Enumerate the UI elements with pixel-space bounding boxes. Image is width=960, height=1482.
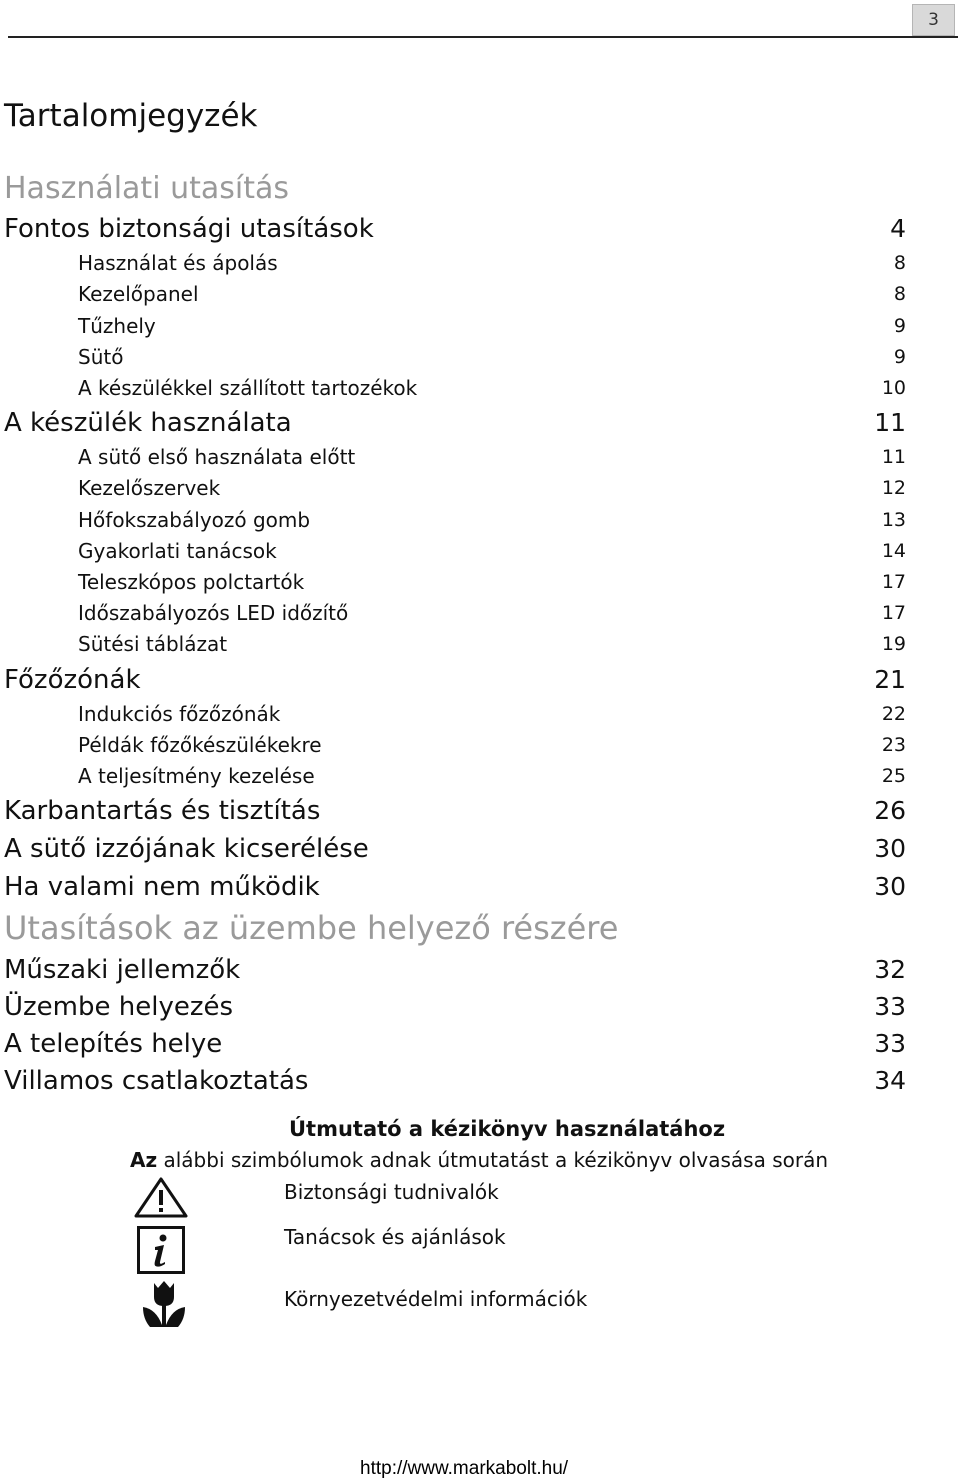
page-number-box	[912, 4, 955, 36]
toc-entry-label: Gyakorlati tanácsok	[78, 539, 277, 563]
page-number: 3	[928, 10, 939, 30]
tulip-flower-icon	[140, 1279, 188, 1329]
guide-intro-bold: Az	[130, 1148, 158, 1172]
toc-entry-page: 23	[881, 734, 906, 756]
toc-entry-page: 22	[881, 703, 906, 725]
toc-entry-page: 30	[874, 834, 906, 863]
toc-entry-page: 32	[874, 955, 906, 984]
toc-entry-page: 21	[874, 665, 906, 694]
toc-entry-label: Sütő	[78, 345, 124, 369]
toc-entry-page: 14	[881, 540, 906, 562]
legend-label-environment: Környezetvédelmi információk	[284, 1287, 588, 1311]
footer-url[interactable]: http://www.markabolt.hu/	[360, 1458, 569, 1479]
toc-entry-label: Használat és ápolás	[78, 251, 278, 275]
guide-title: Útmutató a kézikönyv használatához	[289, 1117, 726, 1141]
toc-entry-page: 33	[874, 992, 906, 1021]
toc-entry-label: A készülékkel szállított tartozékok	[78, 376, 418, 400]
toc-entry-label: Kezelőpanel	[78, 282, 199, 306]
header-rule	[8, 36, 958, 38]
toc-entry-label: Főzőzónák	[4, 665, 141, 695]
toc-entry-label: Műszaki jellemzők	[4, 955, 241, 985]
toc-entry-label: A telepítés helye	[4, 1029, 223, 1059]
toc-entry-label: Kezelőszervek	[78, 476, 221, 500]
toc-entry-label: Teleszkópos polctartók	[78, 570, 305, 594]
toc-entry-label: Sütési táblázat	[78, 632, 228, 656]
legend-label-safety: Biztonsági tudnivalók	[284, 1180, 499, 1204]
toc-entry-page: 17	[881, 602, 906, 624]
toc-entry-page: 33	[874, 1029, 906, 1058]
toc-entry-page: 12	[881, 477, 906, 499]
toc-entry-label: Karbantartás és tisztítás	[4, 796, 321, 826]
toc-entry-label: A sütő első használata előtt	[78, 445, 356, 469]
toc-entry-label: Időszabályozós LED időzítő	[78, 601, 349, 625]
toc-entry-page: 11	[881, 446, 906, 468]
toc-entry-label: Üzembe helyezés	[4, 992, 234, 1022]
section-heading-usage: Használati utasítás	[4, 171, 289, 206]
toc-entry-label: Példák főzőkészülékekre	[78, 733, 322, 757]
toc-entry-page: 10	[881, 377, 906, 399]
toc-entry-label: A készülék használata	[4, 408, 292, 438]
toc-entry-label: A sütő izzójának kicserélése	[4, 834, 369, 864]
toc-entry-label: Fontos biztonsági utasítások	[4, 214, 374, 244]
toc-entry-label: A teljesítmény kezelése	[78, 764, 315, 788]
guide-intro-text: alábbi szimbólumok adnak útmutatást a kézikönyv olvasása során	[157, 1148, 829, 1172]
toc-entry-page: 30	[874, 872, 906, 901]
toc-entry-page: 34	[874, 1066, 906, 1095]
legend-label-tips: Tanácsok és ajánlások	[284, 1225, 506, 1249]
guide-intro	[130, 1146, 828, 1174]
warning-triangle-icon	[134, 1176, 188, 1218]
toc-entry-page: 26	[874, 796, 906, 825]
toc-entry-page: 19	[881, 633, 906, 655]
toc-entry-label: Ha valami nem működik	[4, 872, 320, 902]
toc-entry-page: 8	[893, 252, 906, 274]
toc-entry-page: 11	[874, 408, 906, 437]
page-title: Tartalomjegyzék	[4, 98, 258, 134]
toc-entry-label: Hőfokszabályozó gomb	[78, 508, 311, 532]
toc-entry-label: Villamos csatlakoztatás	[4, 1066, 309, 1096]
toc-entry-page: 9	[893, 346, 906, 368]
toc-entry-page: 9	[893, 315, 906, 337]
toc-entry-page: 17	[881, 571, 906, 593]
section-heading-installer: Utasítások az üzembe helyező részére	[4, 909, 619, 947]
toc-entry-page: 13	[881, 509, 906, 531]
toc-entry-page: 8	[893, 283, 906, 305]
toc-entry-label: Indukciós főzőzónák	[78, 702, 281, 726]
toc-entry-page: 25	[881, 765, 906, 787]
toc-entry-page: 4	[890, 214, 906, 243]
info-icon	[137, 1226, 185, 1274]
toc-entry-label: Tűzhely	[78, 314, 156, 338]
